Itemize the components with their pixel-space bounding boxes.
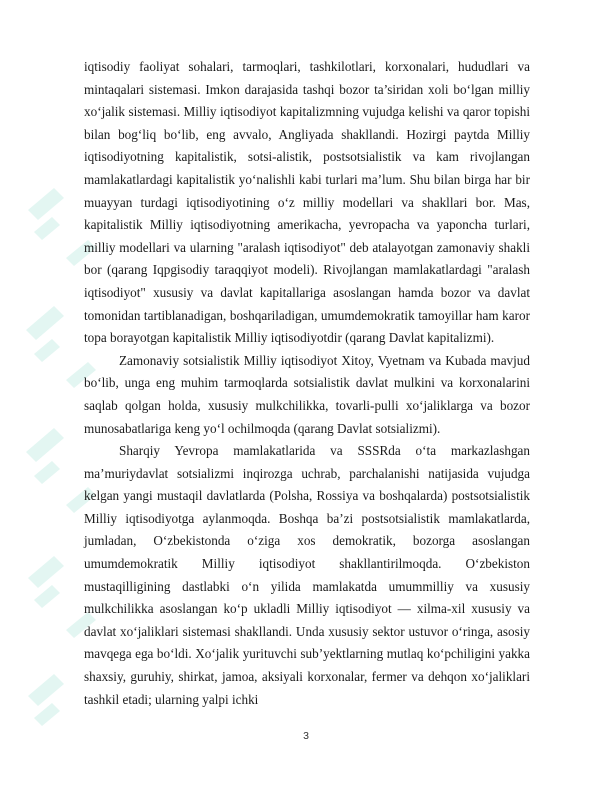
paragraph: Sharqiy Yevropa mamlakatlarida va SSSRda o‘ta markazlashgan ma’muriydavlat sotsializmi inqirozga uchrab, parchalanishi natijasida vujudga kelgan yangi mustaqil davlatlarda (Polsha, Rossiya va boshqalarda) postsotsialistik Milliy iqtisodiyotga aylanmoqda. Boshqa ba’zi postsotsialistik mamlakatlarda, jumladan, O‘zbekistonda o‘ziga xos demokratik, bozorga asoslangan umumdemokratik Milliy iqtisodiyot shakllantirilmoqda. O‘zbekiston mustaqilligining dastlabki o‘n yilida mamlakatda umummilliy va xususiy mulkchilikka asoslangan ko‘p ukladli Milliy iqtisodiyot — xilma-xil xususiy va davlat xo‘jaliklari sistemasi shakllandi. Unda xususiy sektor ustuvor o‘ringa, asosiy mavqega ega bo‘ldi. Xo‘jalik yurituvchi sub’yektlarning mutlaq ko‘pchiligini yakka shaxsiy, guruhiy, shirkat, jamoa, aksiyali korxonalar, fermer va dehqon xo‘jaliklari tashkil etadi; ularning yalpi ichki [84,443,530,707]
paragraph: iqtisodiy faoliyat sohalari, tarmoqlari, tashkilotlari, korxonalari, hududlari va mintaqalari sistemasi. Imkon darajasida tashqi bozor ta’siridan xoli bo‘lgan milliy xo‘jalik sistemasi. Milliy iqtisodiyot kapitalizmning vujudga kelishi va qaror topishi bilan bog‘liq bo‘lib, eng avvalo, Angliyada shakllandi. Hozirgi paytda Milliy iqtisodiyotning kapitalistik, sotsi-alistik, postsotsialistik va kam rivojlangan mamlakatlardagi kapitalistik yo‘nalishli kabi turlari ma’lum. Shu bilan birga har bir muayyan turdagi iqtisodiyotining o‘z milliy modellari va shakllari bor. Mas, kapitalistik Milliy iqtisodiyotning amerikacha, yevropacha va yaponcha turlari, milliy modellari va ularning "aralash iqtisodiyot" deb atalayotgan zamonaviy shakli bor (qarang Iqpgisodiy taraqqiyot modeli). Rivojlangan mamlakatlardagi "aralash iqtisodiyot" xususiy va davlat kapitallariga asoslangan hamda bozor va davlat tomonidan tartiblanadigan, boshqariladigan, umumdemokratik tamoyillar ham karor topa borayotgan kapitalistik Milliy iqtisodiyotdir (qarang Davlat kapitalizmi). [84,59,530,346]
paragraph: Zamonaviy sotsialistik Milliy iqtisodiyot Xitoy, Vyetnam va Kubada mavjud bo‘lib, unga eng muhim tarmoqlarda sotsialistik davlat mulkini va korxonalarini saqlab qolgan holda, xususiy mulkchilikka, tovarli-pulli xo‘jaliklarga va bozor munosabatlariga keng yo‘l ochilmoqda (qarang Davlat sotsializmi). [84,352,530,436]
body-text [84,56,530,711]
page-number: 3 [303,730,309,742]
